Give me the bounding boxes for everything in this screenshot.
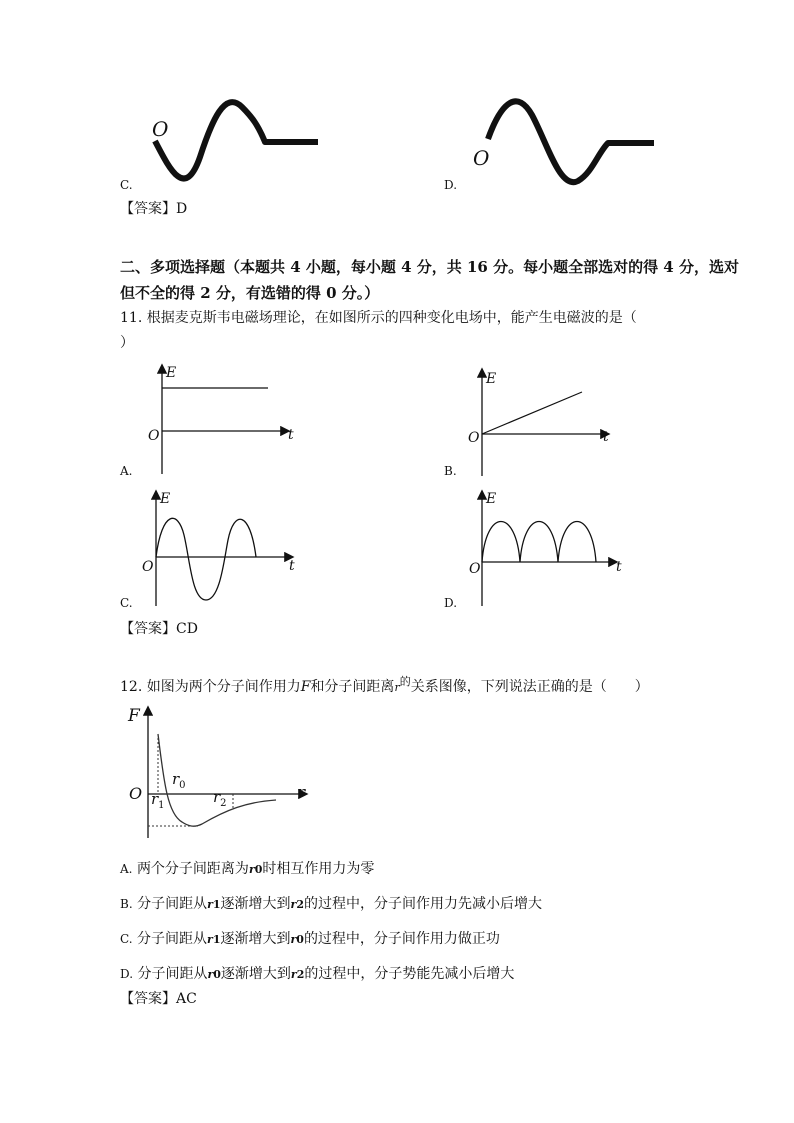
q10-option-c: C. xyxy=(120,178,133,192)
q12-option-a-var1: r xyxy=(248,863,255,876)
q12-label-r0 xyxy=(172,770,186,791)
q12-stem-a: 12. 如图为两个分子间作用力 xyxy=(120,679,301,695)
q12-label-r1-sub: 1 xyxy=(158,800,165,811)
q12-option-b-label: B. xyxy=(120,897,133,911)
q12-option-d-var2-sub: 2 xyxy=(296,968,305,981)
q11-d-axis-t: t xyxy=(616,559,622,575)
q10-curve-c xyxy=(155,102,318,178)
q12-option-d-pre: 分子间距从 xyxy=(137,966,208,982)
q12-option-b-mid: 逐渐增大到 xyxy=(220,896,291,912)
q11-c-axis-t: t xyxy=(289,558,295,574)
q12-axis-r: r xyxy=(297,783,306,803)
q12-label-r1 xyxy=(151,790,165,811)
q10-answer: 【答案】D xyxy=(120,201,188,217)
q12-option-c-var2: r xyxy=(290,933,297,946)
q12-option-b-var2: r xyxy=(290,898,297,911)
q11-b-ramp-line xyxy=(482,392,582,434)
q12-option-a-pre: 两个分子间距离为 xyxy=(136,861,249,877)
q11-a-axis-e: E xyxy=(166,365,177,381)
q11-a-axis-t: t xyxy=(288,427,294,443)
q11-b-axis-e: E xyxy=(486,371,497,387)
q12-option-d-post: 的过程中，分子势能先减小后增大 xyxy=(304,966,515,982)
q12-origin: O xyxy=(129,784,143,803)
q11-answer: 【答案】CD xyxy=(120,621,198,637)
q11-c-sine-wave xyxy=(156,518,256,600)
q11-c-origin: O xyxy=(142,559,154,575)
q12-option-a xyxy=(120,860,374,879)
q10-origin-c: O xyxy=(152,117,169,141)
q12-option-c-post: 的过程中，分子间作用力做正功 xyxy=(303,931,500,947)
q12-option-b-var1: r xyxy=(207,898,213,911)
q11-option-c: C. xyxy=(120,596,133,610)
q12-stem-f: F xyxy=(300,679,311,695)
q11-stem-line2: ） xyxy=(120,335,134,351)
q11-b-origin: O xyxy=(468,430,480,446)
q11-stem-line1: 11. 根据麦克斯韦电磁场理论，在如图所示的四种变化电场中，能产生电磁波的是（ xyxy=(120,310,637,326)
q10-curve-d xyxy=(488,101,654,182)
q11-graph-a xyxy=(140,364,300,476)
q12-label-r2-main: r xyxy=(213,788,221,806)
q11-c-axis-e: E xyxy=(160,491,171,507)
q10-origin-d: O xyxy=(473,146,490,170)
q12-answer: 【答案】AC xyxy=(120,991,197,1007)
q11-d-origin: O xyxy=(469,561,481,577)
q12-label-r1-main: r xyxy=(151,790,159,808)
q12-option-c-label: C. xyxy=(120,932,133,946)
q12-stem-r: r xyxy=(394,681,400,694)
q12-option-d-var2: r xyxy=(290,968,297,981)
q12-option-a-label: A. xyxy=(120,862,133,876)
q12-stem-b: 和分子间距离 xyxy=(310,679,395,695)
q11-option-d: D. xyxy=(444,596,458,610)
q12-option-d-var1: r xyxy=(207,968,214,981)
q12-option-c-pre: 分子间距从 xyxy=(137,931,208,947)
q12-axis-f: F xyxy=(128,706,140,726)
q11-a-origin: O xyxy=(148,428,160,444)
q12-stem-c: 关系图像，下列说法正确的是（ ） xyxy=(410,679,649,695)
q12-option-b-var1-sub: 1 xyxy=(212,898,221,911)
q12-force-graph xyxy=(126,704,312,840)
q11-d-axis-e: E xyxy=(486,491,497,507)
q11-b-axis-t: t xyxy=(603,429,609,445)
q12-option-c-var1-sub: 1 xyxy=(212,933,221,946)
q12-option-c-var1: r xyxy=(207,933,213,946)
section2-heading-line2: 但不全的得 2 分，有选错的得 0 分。） xyxy=(120,284,380,302)
q11-option-a: A. xyxy=(120,464,133,478)
q10-figure-c xyxy=(140,95,330,195)
section2-heading-line1: 二、多项选择题（本题共 4 小题，每小题 4 分，共 16 分。每小题全部选对的得 4 分，选对 xyxy=(120,258,739,276)
q12-option-d xyxy=(120,965,514,984)
q12-label-r0-main: r xyxy=(172,770,180,788)
q12-option-d-mid: 逐渐增大到 xyxy=(220,966,291,982)
q11-d-rectified-wave xyxy=(482,522,596,563)
q12-stem xyxy=(120,675,649,697)
q12-label-r0-sub: 0 xyxy=(179,780,186,791)
q12-option-c xyxy=(120,930,500,949)
q12-label-r2-sub: 2 xyxy=(220,798,227,809)
q11-option-b: B. xyxy=(444,464,457,478)
q12-option-b-pre: 分子间距从 xyxy=(137,896,208,912)
q12-option-a-var1-sub: 0 xyxy=(254,863,263,876)
q10-figure-d xyxy=(470,95,670,195)
q12-option-d-label: D. xyxy=(120,967,134,981)
q12-option-a-mid: 时相互作用力为零 xyxy=(262,861,375,877)
q12-option-c-mid: 逐渐增大到 xyxy=(220,931,291,947)
q12-option-b-var2-sub: 2 xyxy=(296,898,304,911)
q12-label-r2 xyxy=(213,788,227,809)
q12-option-b-post: 的过程中，分子间作用力先减小后增大 xyxy=(304,896,542,912)
q10-option-d: D. xyxy=(444,178,458,192)
q12-option-d-var1-sub: 0 xyxy=(213,968,221,981)
q12-option-c-var2-sub: 0 xyxy=(296,933,304,946)
q12-option-b xyxy=(120,895,542,914)
q12-stem-de: 的 xyxy=(399,675,411,688)
